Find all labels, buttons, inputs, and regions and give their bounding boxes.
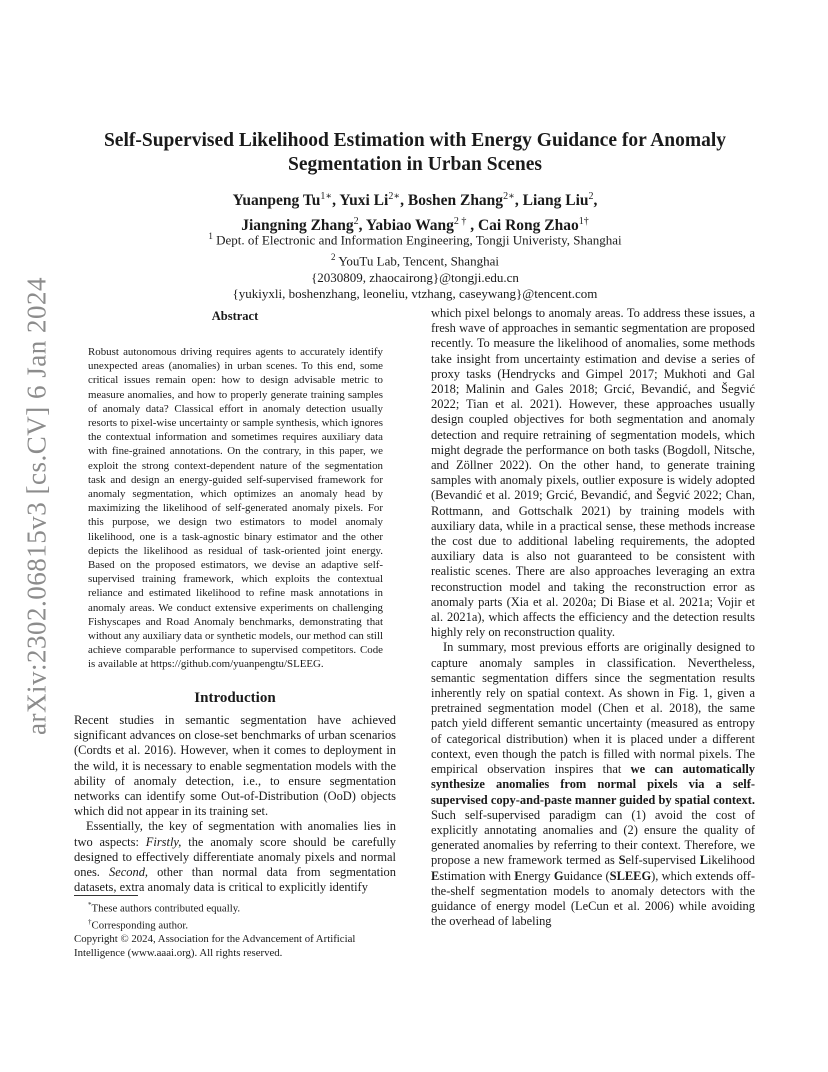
title-line-1: Self-Supervised Likelihood Estimation with Energy Guidance for Anomaly (103, 130, 727, 151)
author-name: Yuanpeng Tu (232, 192, 321, 210)
affiliations (60, 228, 770, 303)
acronym-letter: S (618, 853, 626, 868)
introduction-heading: Introduction (194, 690, 276, 706)
footnote-text: Corresponding author. (91, 919, 189, 932)
author-name: Yuxi Li (339, 192, 389, 210)
right-p2-text: Such self-supervised paradigm can (1) avoid the cost of explicitly annotating anomalies and (2) ensure the quality of generated anomalies by referring to their context. Therefore, we propose a new framework termed as (431, 807, 755, 868)
affiliation-1 (60, 228, 770, 249)
footnote-corresponding (74, 916, 396, 933)
intro-paragraph-2 (74, 819, 396, 895)
paper-title (60, 129, 770, 177)
intro-p2-text: the anomaly score should be carefully designed to effectively differentiate anomaly pixels and normal ones. (74, 834, 396, 880)
email-tencent: {yukiyxli, boshenzhang, leoneliu, vtzhang, caseywang}@tencent.com (232, 286, 598, 302)
right-p2-text: ), which extends off-the-shelf segmentation models to anomaly detectors with the guidance of energy model (LeCun et al. 2006) while avoiding the overhead of labeling (431, 868, 755, 929)
framework-acronym: SLEEG (609, 868, 652, 883)
author-separator: , (332, 192, 340, 210)
introduction-body (74, 713, 396, 895)
author-name: Liang Liu (522, 192, 589, 210)
footnote-mark: † (88, 918, 92, 927)
right-p2-text: elf-supervised (625, 853, 700, 868)
intro-p2-text: other than normal data from segmentation datasets, extra anomaly data is critical to explicitly identify (74, 865, 396, 895)
right-p2-text: ikelihood (708, 853, 756, 868)
acronym-letter: G (553, 868, 564, 883)
affiliation-2 (60, 249, 770, 270)
affil-mark: 1 (208, 231, 213, 241)
author-separator: , (400, 192, 408, 210)
footnote-text: These authors contributed equally. (91, 902, 241, 915)
acronym-letter: E (431, 868, 440, 883)
author-name: Cai Rong Zhao (477, 217, 579, 235)
email-tongji: {2030809, zhaocairong}@tongji.edu.cn (311, 269, 519, 285)
author-affil-mark: 2 (353, 216, 359, 228)
right-p2-bold: we can automatically synthesize anomalies from normal pixels via a self-supervised copy-and-paste manner guided by spatial context. (431, 762, 755, 807)
intro-p2-emphasis: Second, (109, 865, 149, 880)
author-name: Jiangning Zhang (241, 217, 354, 235)
author-affil-mark: 2∗ (388, 191, 401, 202)
footnote-rule (74, 895, 138, 896)
author-affil-mark: 2 (588, 191, 594, 202)
affil-text: YouTu Lab, Tencent, Shanghai (335, 253, 499, 269)
right-p2-text: nergy (522, 868, 554, 883)
intro-paragraph-1: Recent studies in semantic segmentation have achieved significant advances on close-set benchmarks of urban scenarios (Cordts et al. 2016). However, when it comes to deployment in the wild, it is necessary to enable segmentation models with the ability of anomaly detection, i.e., to ensure segmentation networks can identify some Out-of-Distribution (OoD) objects which did not appear in its training set. (74, 713, 396, 819)
author-affil-mark: 2 † (453, 216, 467, 228)
author-separator: , (466, 217, 478, 235)
author-name: Boshen Zhang (407, 192, 504, 210)
author-separator: , (358, 217, 366, 235)
intro-p2-text: Essentially, the key of segmentation with anomalies lies in two aspects: (74, 819, 396, 849)
footnote-mark: * (88, 901, 92, 909)
footnote-equal-contribution (74, 899, 396, 916)
abstract-body: Robust autonomous driving requires agents to accurately identify unexpected areas (anomalies) in urban scenes. To this end, some critical issues remain open: how to design advisable metric to measure anomalies, and how to properly generate training samples of anomaly data? Classical effort in anomaly detection usually resorts to pixel-wise uncertainty or sample synthesis, which ignores the contextual information and sometimes requires auxiliary data with fine-grained annotations. On the contrary, in this paper, we exploit the strong context-dependent nature of the segmentation task and design an energy-guided self-supervised framework for anomaly segmentation, which optimizes an anomaly head by maximizing the likelihood of self-generated anomaly pixels. For this purpose, we design two estimators to model anomaly likelihood, one is a task-agnostic binary estimator and the other depicts the likelihood as residual of task-oriented joint energy. Based on the proposed estimators, we devise an adaptive self-supervised training framework, which exploits the contextual reliance and estimated likelihood to refine mask annotations in anomaly areas. We conduct extensive experiments on challenging Fishyscapes and Road Anomaly benchmarks, demonstrating that without any auxiliary data or synthetic models, our method can still achieve comparable performance to supervised competitors. Code is available at https://github.com/yuanpengtu/SLEEG. (88, 345, 383, 671)
acronym-letter: E (514, 868, 523, 883)
author-affil-mark: 1† (578, 216, 589, 228)
right-column (431, 306, 755, 929)
right-p2-text: stimation with (439, 868, 515, 883)
title-line-2: Segmentation in Urban Scenes (287, 154, 543, 175)
right-paragraph-2 (431, 640, 755, 929)
author-line-1 (60, 186, 770, 211)
right-p2-text: uidance ( (563, 868, 610, 883)
acronym-letter: L (699, 853, 709, 868)
author-separator: , (514, 192, 523, 210)
right-paragraph-1: which pixel belongs to anomaly areas. To address these issues, a fresh wave of approaches in semantic segmentation are proposed recently. To measure the likelihood of anomalies, some methods take insight from uncertainty estimation and devise a series of proxy tasks (Hendrycks and Gimpel 2017; Mukhoti and Gal 2018; Malinin and Gales 2018; Grcić, Bevandić, and Šegvić 2022; Tian et al. 2021). However, these approaches usually design coupled objectives for both segmentation and anomaly detection and require retraining of segmentation models, which might degrade the performance on both tasks (Bogdoll, Nitsche, and Zöllner 2022). On the other hand, to generate training samples with anomaly pixels, outlier exposure is widely adopted (Bevandić et al. 2019; Grcić, Bevandić, and Šegvić 2022; Chan, Rottmann, and Gottschalk 2021) by training models with auxiliary data, while in a practical sense, these methods increase the cost due to additional labeling requirements, the adopted auxiliary data is also not guaranteed to be consistent with realistic scenes. There are also approaches leveraging an extra reconstruction model and taking the reconstruction error as anomaly parts (Xia et al. 2020a; Di Biase et al. 2021a; Vojir et al. 2021a), which affects the efficiency and the detection results highly rely on reconstruction quality. (431, 306, 755, 640)
copyright-notice: Copyright © 2024, Association for the Advancement of Artificial Intelligence (www.aaai.org). All rights reserved. (74, 933, 356, 959)
right-p2-text: In summary, most previous efforts are originally designed to capture anomaly samples in classification. Nevertheless, semantic segmentation differs since the segmentation results inherently rely on spatial context. As shown in Fig. 1, given a pretrained segmentation model (Chen et al. 2018), the same patch yield different semantic uncertainty (measured as entropy of categorical distribution) when it is placed under a different context, even though the patch is filled with normal pixels. The empirical observation inspires that (431, 640, 755, 777)
affil-text: Dept. of Electronic and Information Engineering, Tongji Univeristy, Shanghai (212, 232, 622, 248)
author-affil-mark: 2∗ (503, 191, 515, 202)
footnotes (74, 899, 396, 961)
abstract-heading: Abstract (211, 309, 259, 323)
author-separator: , (593, 192, 598, 210)
affil-mark: 2 (331, 251, 336, 262)
arxiv-stamp-text: arXiv:2302.06815v3 [cs.CV] 6 Jan 2024 (21, 277, 52, 735)
intro-p2-emphasis: Firstly, (145, 834, 182, 849)
author-name: Yabiao Wang (365, 217, 454, 235)
arxiv-stamp (21, 277, 52, 735)
author-affil-mark: 1∗ (320, 191, 333, 202)
